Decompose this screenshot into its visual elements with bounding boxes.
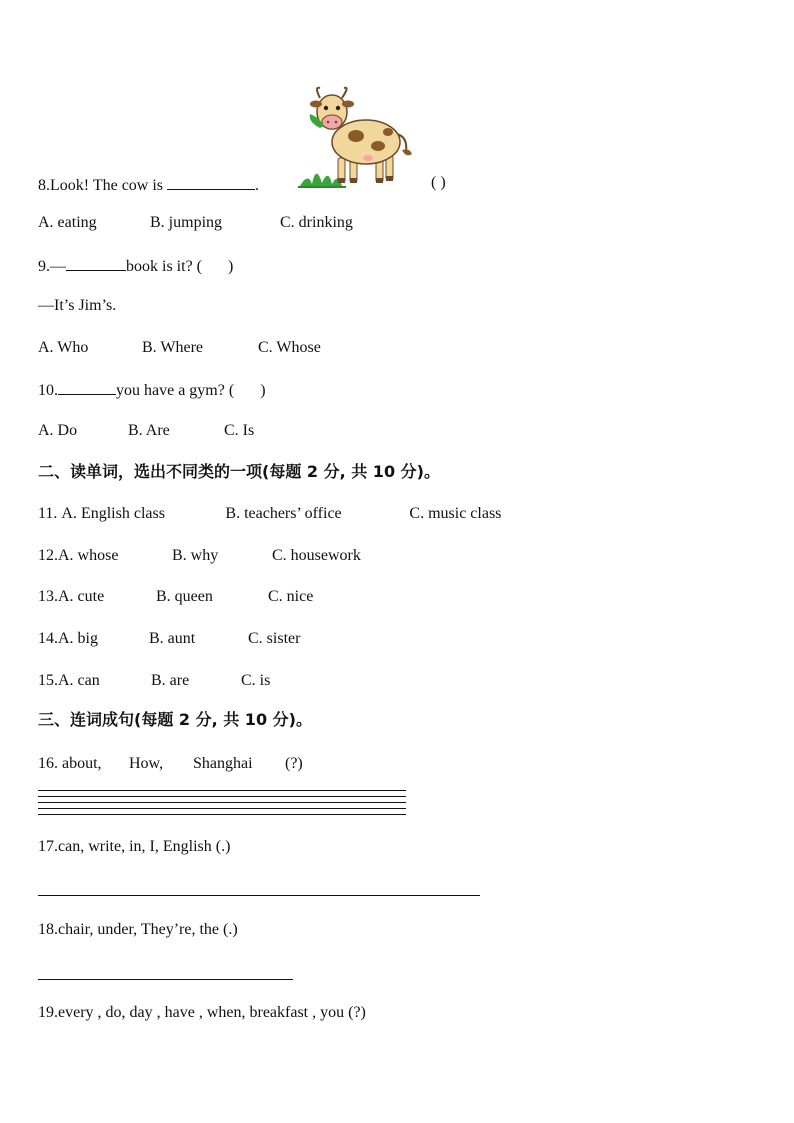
question-number: 15. xyxy=(38,672,58,689)
option-a[interactable]: A. Who xyxy=(38,339,89,356)
answer-line-17[interactable] xyxy=(38,895,480,896)
word: Shanghai xyxy=(193,755,253,772)
option-a[interactable]: A. can xyxy=(58,672,100,689)
option-c[interactable]: C. nice xyxy=(268,588,314,605)
question-17: 17.can, write, in, I, English (.) xyxy=(38,838,231,855)
option-b[interactable]: B. jumping xyxy=(150,214,223,231)
question-9-text: book is it? ( xyxy=(126,258,202,275)
answer-blank[interactable] xyxy=(58,379,116,395)
question-10-text: you have a gym? ( xyxy=(116,382,235,399)
option-b[interactable]: B. are xyxy=(151,672,190,689)
option-c[interactable]: C. Whose xyxy=(258,339,321,356)
question-8-text: 8.Look! The cow is xyxy=(38,177,168,194)
option-c[interactable]: C. housework xyxy=(272,547,361,564)
question-number: 14. xyxy=(38,630,58,647)
answer-blank[interactable] xyxy=(167,174,255,190)
cow-illustration xyxy=(298,84,418,192)
section-3-heading: 三、连词成句(每题 2 分, 共 10 分)。 xyxy=(38,710,312,729)
option-b[interactable]: B. aunt xyxy=(149,630,196,647)
option-b[interactable]: B. teachers’ office xyxy=(225,505,342,522)
question-16 xyxy=(38,754,303,774)
question-9-options xyxy=(38,338,321,358)
option-b[interactable]: B. why xyxy=(172,547,219,564)
question-10-close: ) xyxy=(260,382,266,399)
question-number: 16. xyxy=(38,755,62,772)
option-a[interactable]: A. English class xyxy=(61,505,165,522)
question-number: 12. xyxy=(38,547,58,564)
question-8 xyxy=(38,174,259,196)
question-number: 13. xyxy=(38,588,58,605)
option-a[interactable]: A. big xyxy=(58,630,98,647)
question-18: 18.chair, under, They’re, the (.) xyxy=(38,921,238,938)
word: about, xyxy=(62,755,102,772)
question-9-number: 9.— xyxy=(38,258,66,275)
option-c[interactable]: C. drinking xyxy=(280,214,353,231)
question-9-reply: —It’s Jim’s. xyxy=(38,297,117,314)
answer-paren[interactable]: ( ) xyxy=(431,174,446,191)
section-2-heading: 二、读单词，选出不同类的一项(每题 2 分, 共 10 分)。 xyxy=(38,462,440,481)
option-a[interactable]: A. eating xyxy=(38,214,97,231)
question-10 xyxy=(38,379,266,401)
word: How, xyxy=(129,755,164,772)
option-c[interactable]: C. Is xyxy=(224,422,255,439)
option-c[interactable]: C. is xyxy=(241,672,271,689)
option-a[interactable]: A. cute xyxy=(58,588,105,605)
question-9-close: ) xyxy=(228,258,234,275)
question-13 xyxy=(38,587,313,607)
question-12 xyxy=(38,546,361,566)
question-10-options xyxy=(38,421,254,441)
option-b[interactable]: B. Are xyxy=(128,422,170,439)
option-c[interactable]: C. sister xyxy=(248,630,301,647)
question-8-period: . xyxy=(255,177,260,194)
option-a[interactable]: A. Do xyxy=(38,422,78,439)
answer-line-18[interactable] xyxy=(38,979,293,980)
question-number: 11. xyxy=(38,505,62,522)
option-a[interactable]: A. whose xyxy=(58,547,119,564)
question-9 xyxy=(38,255,233,277)
question-14 xyxy=(38,629,300,649)
question-19: 19.every , do, day , have , when, breakfast , you (?) xyxy=(38,1004,366,1021)
option-b[interactable]: B. queen xyxy=(156,588,213,605)
question-8-options xyxy=(38,213,353,233)
option-c[interactable]: C. music class xyxy=(409,505,502,522)
option-b[interactable]: B. Where xyxy=(142,339,204,356)
word: (?) xyxy=(285,755,303,772)
question-10-number: 10. xyxy=(38,382,58,399)
question-11 xyxy=(38,504,501,524)
answer-blank[interactable] xyxy=(66,255,126,271)
question-15 xyxy=(38,671,270,691)
